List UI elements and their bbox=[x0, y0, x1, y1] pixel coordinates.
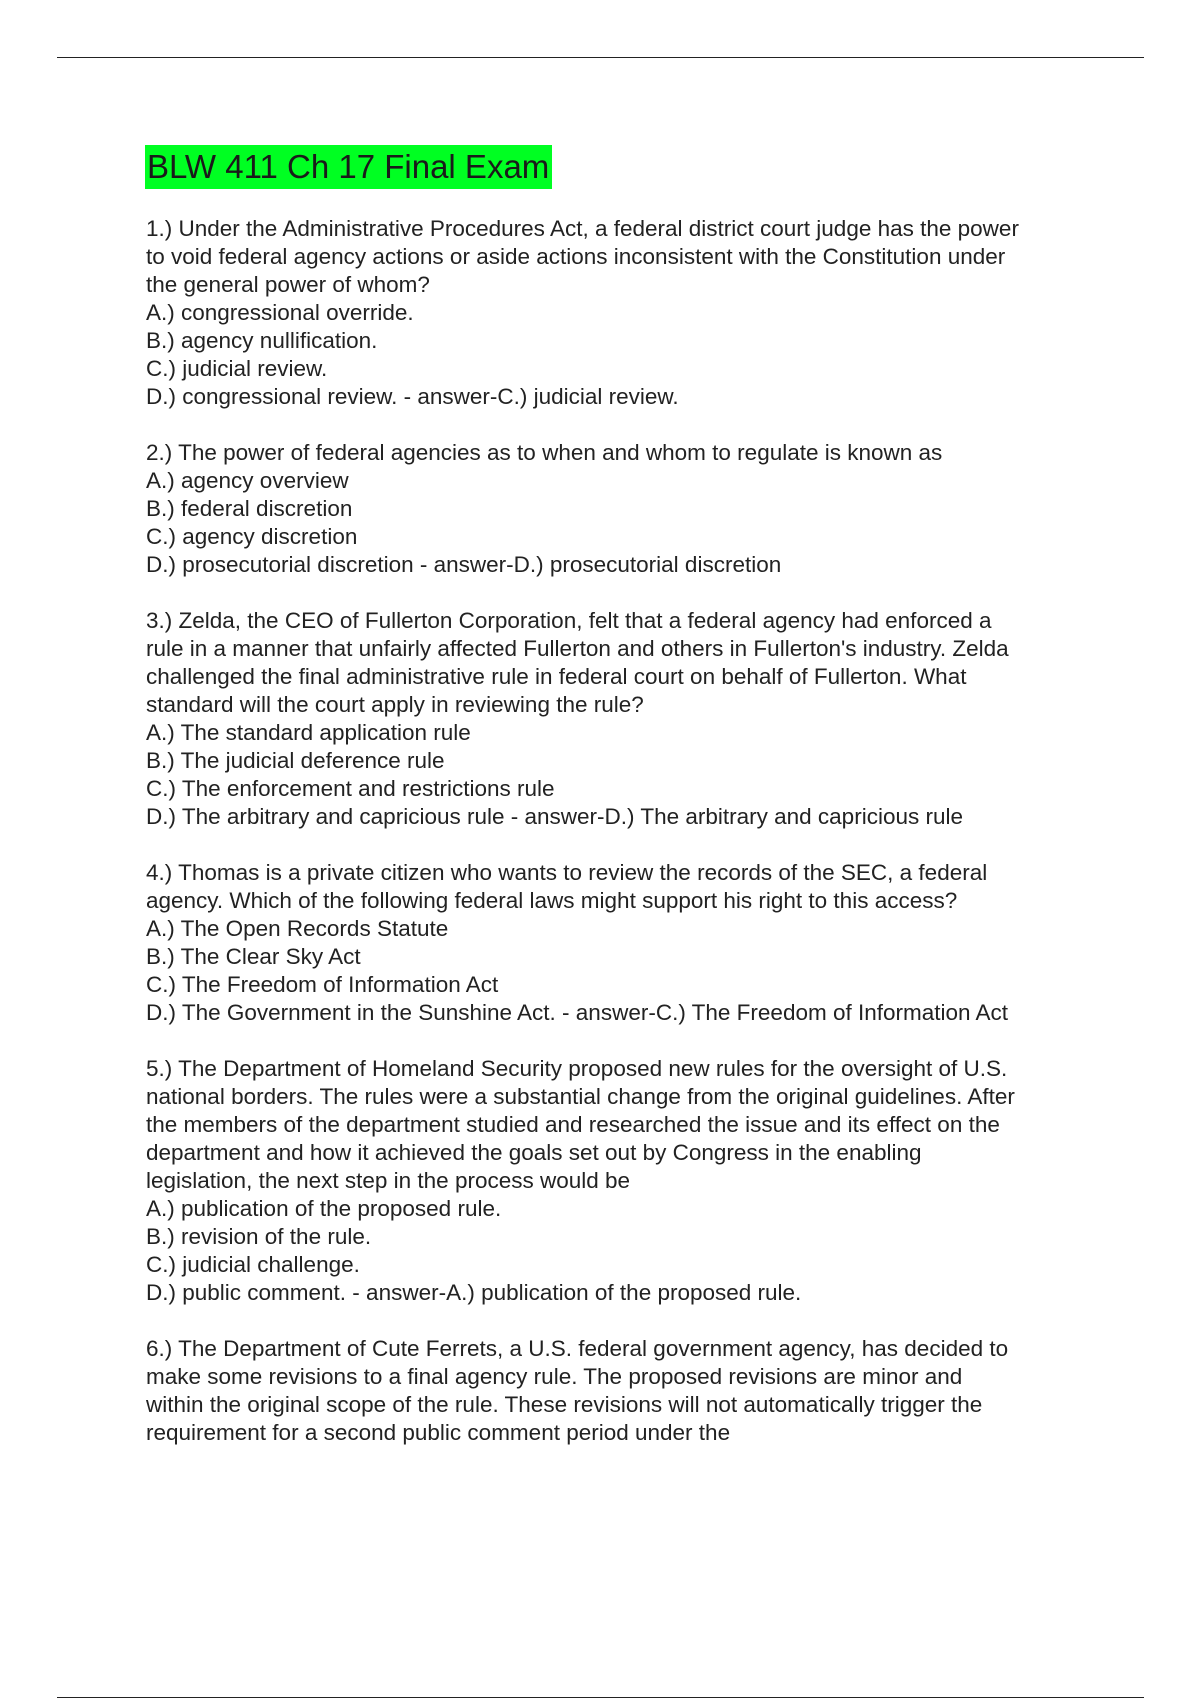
question-2 bbox=[146, 439, 1146, 579]
answer-option: A.) The standard application rule bbox=[146, 720, 471, 745]
answer-option: A.) The Open Records Statute bbox=[146, 916, 449, 941]
question-text-line: the members of the department studied and researched the issue and its effect on the bbox=[146, 1112, 1000, 1137]
answer-option: B.) The Clear Sky Act bbox=[146, 944, 361, 969]
answer-option: C.) The Freedom of Information Act bbox=[146, 972, 499, 997]
question-text-line: 2.) The power of federal agencies as to when and whom to regulate is known as bbox=[146, 440, 943, 465]
question-4 bbox=[146, 859, 1146, 1027]
question-list bbox=[146, 215, 1146, 1475]
question-text-line: make some revisions to a final agency rule. The proposed revisions are minor and bbox=[146, 1364, 963, 1389]
page-title: BLW 411 Ch 17 Final Exam bbox=[145, 145, 552, 189]
question-text-line: agency. Which of the following federal laws might support his right to this access? bbox=[146, 888, 958, 913]
question-text-line: to void federal agency actions or aside actions inconsistent with the Constitution under bbox=[146, 244, 1006, 269]
question-text-line: the general power of whom? bbox=[146, 272, 430, 297]
answer-option: B.) The judicial deference rule bbox=[146, 748, 445, 773]
question-text-line: challenged the final administrative rule in federal court on behalf of Fullerton. What bbox=[146, 664, 967, 689]
question-text-line: 6.) The Department of Cute Ferrets, a U.S. federal government agency, has decided to bbox=[146, 1336, 1009, 1361]
answer-option: D.) The arbitrary and capricious rule - answer-D.) The arbitrary and capricious rule bbox=[146, 804, 963, 829]
answer-option: D.) prosecutorial discretion - answer-D.) prosecutorial discretion bbox=[146, 552, 782, 577]
question-text-line: 3.) Zelda, the CEO of Fullerton Corporation, felt that a federal agency had enforced a bbox=[146, 608, 992, 633]
answer-option: A.) congressional override. bbox=[146, 300, 414, 325]
answer-option: B.) agency nullification. bbox=[146, 328, 378, 353]
answer-option: C.) The enforcement and restrictions rule bbox=[146, 776, 555, 801]
answer-option: D.) congressional review. - answer-C.) judicial review. bbox=[146, 384, 679, 409]
question-1 bbox=[146, 215, 1146, 411]
question-text-line: legislation, the next step in the process would be bbox=[146, 1168, 631, 1193]
footer-rule bbox=[57, 1697, 1144, 1698]
answer-option: C.) judicial challenge. bbox=[146, 1252, 360, 1277]
header-rule bbox=[57, 57, 1144, 58]
answer-option: A.) publication of the proposed rule. bbox=[146, 1196, 502, 1221]
answer-option: B.) federal discretion bbox=[146, 496, 353, 521]
answer-option: D.) public comment. - answer-A.) publication of the proposed rule. bbox=[146, 1280, 802, 1305]
question-text-line: standard will the court apply in reviewing the rule? bbox=[146, 692, 644, 717]
question-text-line: requirement for a second public comment period under the bbox=[146, 1420, 731, 1445]
question-text-line: 1.) Under the Administrative Procedures Act, a federal district court judge has the power bbox=[146, 216, 1019, 241]
question-6 bbox=[146, 1335, 1146, 1447]
question-text-line: rule in a manner that unfairly affected Fullerton and others in Fullerton's industry. Zelda bbox=[146, 636, 1009, 661]
question-text-line: 5.) The Department of Homeland Security proposed new rules for the oversight of U.S. bbox=[146, 1056, 1008, 1081]
answer-option: C.) judicial review. bbox=[146, 356, 328, 381]
question-text-line: department and how it achieved the goals set out by Congress in the enabling bbox=[146, 1140, 922, 1165]
answer-option: A.) agency overview bbox=[146, 468, 349, 493]
answer-option: C.) agency discretion bbox=[146, 524, 358, 549]
question-text-line: national borders. The rules were a substantial change from the original guidelines. After bbox=[146, 1084, 1015, 1109]
question-text-line: 4.) Thomas is a private citizen who wants to review the records of the SEC, a federal bbox=[146, 860, 988, 885]
question-5 bbox=[146, 1055, 1146, 1307]
answer-option: B.) revision of the rule. bbox=[146, 1224, 372, 1249]
question-text-line: within the original scope of the rule. These revisions will not automatically trigger the bbox=[146, 1392, 983, 1417]
answer-option: D.) The Government in the Sunshine Act. - answer-C.) The Freedom of Information Act bbox=[146, 1000, 1009, 1025]
question-3 bbox=[146, 607, 1146, 831]
